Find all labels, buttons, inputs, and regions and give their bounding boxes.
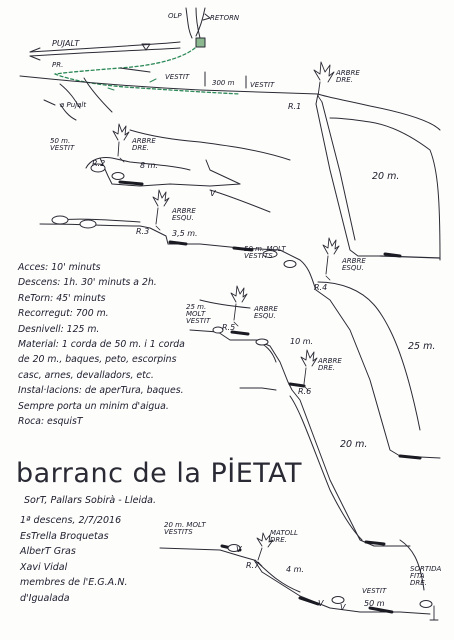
info-descens: Descens: 1h. 30' minuts a 2h. bbox=[18, 277, 157, 289]
end-dist: 50 m bbox=[364, 599, 385, 608]
pujalt-label: PUJALT bbox=[52, 39, 80, 48]
r4-name: R.4 bbox=[314, 283, 328, 292]
page-title: barranc de la PİETAT bbox=[16, 458, 303, 489]
r2-anchor: ARBRE DRE. bbox=[132, 137, 156, 152]
credits-line-6: d'Igualada bbox=[20, 592, 70, 604]
r6-anchor: ARBRE DRE. bbox=[318, 357, 342, 372]
distance-label: 300 m bbox=[212, 79, 235, 87]
credits-line-1: 1ª descens, 2/7/2016 bbox=[20, 515, 122, 526]
exit-label: SORTIDA FITA DRE. bbox=[410, 565, 442, 587]
r7-height: 4 m. bbox=[286, 565, 304, 574]
v-mark-4: V bbox=[340, 603, 346, 612]
credits-line-4: Xavi Vidal bbox=[20, 561, 68, 573]
r1-anchor: ARBRE DRE. bbox=[336, 69, 360, 84]
r5-note: 25 m. MOLT VESTIT bbox=[186, 303, 211, 325]
info-aigua: Sempre porta un minim d'aigua. bbox=[18, 400, 169, 412]
info-installacions: Instal·lacions: de aperTura, baques. bbox=[18, 385, 184, 397]
r3-name: R.3 bbox=[136, 227, 150, 236]
end-vestit: VESTIT bbox=[362, 587, 387, 595]
r4-height: 25 m. bbox=[408, 341, 436, 352]
v-mark-2: V bbox=[236, 545, 242, 554]
credits-line-5: membres de l'E.G.A.N. bbox=[20, 577, 128, 588]
r5-anchor: ARBRE ESQU. bbox=[254, 305, 278, 320]
info-recorregut: Recorregut: 700 m. bbox=[18, 308, 109, 320]
r2-height: 8 m. bbox=[140, 161, 158, 170]
r1-name: R.1 bbox=[288, 102, 302, 111]
r5-name: R.5 bbox=[222, 323, 236, 332]
retorn-label: RETORN bbox=[210, 14, 240, 22]
v-mark-3: V bbox=[318, 599, 324, 608]
route-info bbox=[18, 262, 185, 431]
apujalt-label: a Pujalt bbox=[60, 101, 87, 109]
info-material-1: Material: 1 corda de 50 m. i 1 corda bbox=[18, 338, 185, 350]
r4-anchor: ARBRE ESQU. bbox=[342, 257, 366, 272]
v-mark-1: V bbox=[210, 189, 216, 198]
r4-note: 50 m. MOLT VESTITS bbox=[244, 245, 286, 260]
info-roca: Roca: esquisT bbox=[18, 415, 83, 427]
credits-line-3: AlberT Gras bbox=[20, 546, 76, 557]
r6-name: R.6 bbox=[298, 387, 312, 396]
credits-line-2: EsTrella Broquetas bbox=[20, 530, 109, 542]
vestit-access-label: VESTIT bbox=[165, 73, 190, 81]
info-material-2: de 20 m., baques, peto, escorpins bbox=[18, 354, 177, 366]
info-acces: Acces: 10' minuts bbox=[18, 262, 101, 273]
info-material-3: casc, arnes, devalladors, etc. bbox=[18, 369, 154, 381]
r7-name: R.7 bbox=[246, 561, 260, 570]
r7-anchor: MATOLL DRE. bbox=[270, 529, 298, 544]
info-retorn: ReTorn: 45' minuts bbox=[18, 292, 106, 304]
r6-height: 20 m. bbox=[340, 439, 368, 450]
pr-label: PR. bbox=[52, 61, 64, 69]
subtitle: SorT, Pallars Sobirà - Lleida. bbox=[24, 495, 156, 506]
r3-anchor: ARBRE ESQU. bbox=[172, 207, 196, 222]
r2-name: R.2 bbox=[92, 159, 106, 168]
info-desnivell: Desnivell: 125 m. bbox=[18, 323, 100, 335]
vestit-path-label: VESTIT bbox=[250, 81, 275, 89]
r2-note: 50 m. VESTIT bbox=[50, 137, 75, 152]
r7-note: 20 m. MOLT VESTITS bbox=[164, 521, 206, 536]
credits bbox=[20, 515, 127, 608]
r1-drop: 20 m. bbox=[372, 171, 400, 182]
r5-height: 10 m. bbox=[290, 337, 314, 346]
r3-height: 3,5 m. bbox=[172, 229, 198, 238]
parking-label: OLP bbox=[168, 12, 182, 20]
